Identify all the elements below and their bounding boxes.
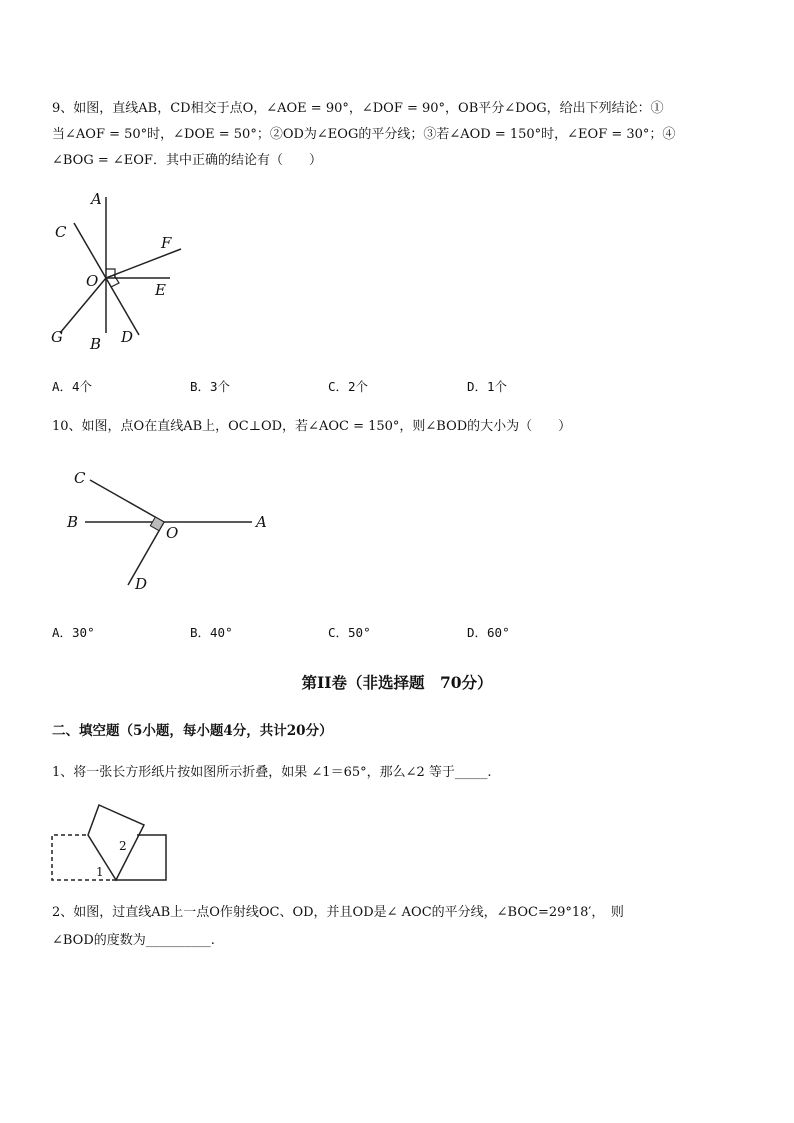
q10-stem: 10、如图，点O在直线AB上，OC⊥OD，若∠AOC = 150°，则∠BOD的大小为（ ） bbox=[52, 419, 572, 434]
q9-label-g: G bbox=[51, 328, 63, 346]
fill2-stem-line-1: 2、如图，过直线AB上一点O作射线OC、OD，并且OD是∠ AOC的平分线，∠BOC=29°18′， 则 bbox=[52, 905, 624, 920]
q10-label-d: D bbox=[135, 575, 148, 593]
q9-option-d[interactable]: D．1个 bbox=[467, 379, 508, 394]
part2-heading: 二、填空题（5小题，每小题4分，共计20分） bbox=[52, 723, 333, 739]
q10-option-d[interactable]: D．60° bbox=[467, 625, 510, 640]
q10-option-b[interactable]: B．40° bbox=[190, 625, 233, 640]
q9-option-b[interactable]: B．3个 bbox=[190, 379, 231, 394]
q9-figure bbox=[40, 185, 200, 360]
q10-figure bbox=[60, 465, 280, 595]
q9-right-angle-dof bbox=[111, 275, 119, 287]
fill1-angle-2-label: 2 bbox=[119, 839, 127, 853]
q10-option-a[interactable]: A．30° bbox=[52, 625, 95, 640]
q10-label-b: B bbox=[67, 513, 79, 531]
q9-ray-og bbox=[60, 278, 106, 333]
q9-label-c: C bbox=[55, 223, 67, 241]
q10-ray-oc bbox=[90, 480, 164, 522]
q10-label-o: O bbox=[166, 524, 179, 542]
q9-label-d: D bbox=[121, 328, 134, 346]
fill2-stem-line-2: ∠BOD的度数为__________. bbox=[52, 933, 215, 948]
q10-label-a: A bbox=[256, 513, 267, 531]
section-title: 第II卷（非选择题 70分） bbox=[301, 673, 493, 692]
q9-label-f: F bbox=[161, 234, 172, 252]
q10-right-angle-mark bbox=[150, 517, 164, 531]
fill1-angle-1-label: 1 bbox=[96, 865, 104, 879]
q9-stem-line-1: 9、如图，直线AB，CD相交于点O，∠AOE = 90°，∠DOF = 90°，OB平分∠DOG，给出下列结论：① bbox=[52, 101, 664, 116]
q9-label-b: B bbox=[90, 335, 102, 353]
q9-stem-line-3: ∠BOG = ∠EOF．其中正确的结论有（ ） bbox=[52, 153, 322, 168]
q9-ray-of bbox=[106, 249, 181, 278]
q9-label-a: A bbox=[91, 190, 102, 208]
q10-option-c[interactable]: C．50° bbox=[328, 625, 371, 640]
q9-option-a[interactable]: A．4个 bbox=[52, 379, 93, 394]
q9-label-e: E bbox=[155, 281, 166, 299]
q9-stem-line-2: 当∠AOF = 50°时，∠DOE = 50°；②OD为∠EOG的平分线；③若∠AOD = 150°时，∠EOF = 30°；④ bbox=[52, 127, 676, 142]
fill1-figure bbox=[52, 800, 172, 885]
q10-label-c: C bbox=[74, 469, 86, 487]
q9-option-c[interactable]: C．2个 bbox=[328, 379, 369, 394]
fill1-stem: 1、将一张长方形纸片按如图所示折叠，如果 ∠1＝65°，那么∠2 等于_____. bbox=[52, 765, 492, 780]
q9-label-o: O bbox=[86, 272, 99, 290]
